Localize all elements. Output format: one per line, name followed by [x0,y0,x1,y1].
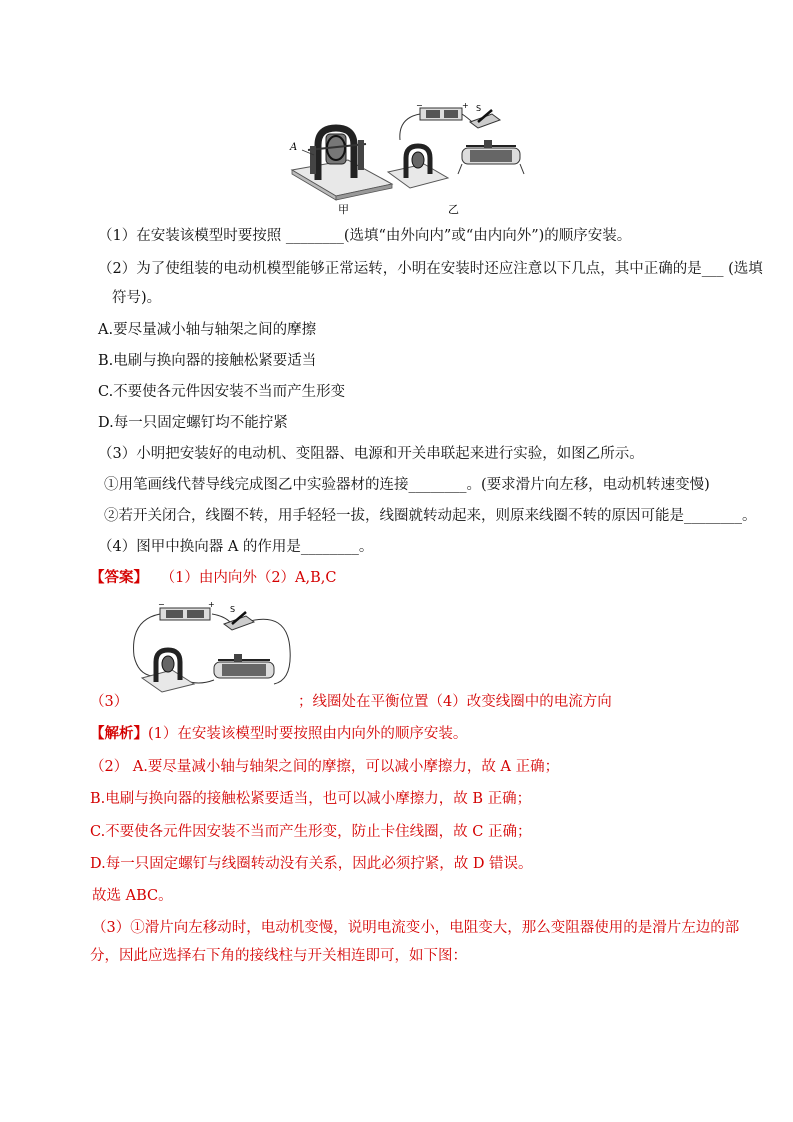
answer-line [90,568,337,588]
motor-model-jia [292,128,392,200]
analysis-tag: 【解析】 [90,725,148,742]
option-C: C.不要使各元件因安装不当而产生形变 [98,384,346,400]
analysis-line4: C.不要使各元件因安装不当而产生形变，防止卡住线圈，故 C 正确； [90,824,532,840]
answer-tag: 【答案】 [90,569,148,586]
circuit-yi [388,101,524,188]
question-3-1: ①用笔画线代替导线完成图乙中实验器材的连接________。(要求滑片向左移，电动机转速变慢) [104,477,710,493]
analysis-line2: （2） A.要尽量减小轴与轴架之间的摩擦，可以减小摩擦力，故 A 正确； [90,759,560,775]
analysis-line6: 故选 ABC。 [92,888,173,904]
analysis-line5: D.每一只固定螺钉与线圈转动没有关系，因此必须拧紧，故 D 错误。 [90,856,533,872]
label-jia: 甲 [338,203,349,216]
analysis-text-1: (1）在安装该模型时要按照由内向外的顺序安装。 [148,726,468,742]
option-B: B.电刷与换向器的接触松紧要适当 [98,353,317,369]
answer-part3-suffix: ；线圈处在平衡位置（4）改变线圈中的电流方向 [298,694,612,710]
analysis-line3: B.电刷与换向器的接触松紧要适当，也可以减小摩擦力，故 B 正确； [90,791,532,807]
analysis-line1 [90,724,467,744]
answer-label-S: S [230,605,236,614]
motor-circuit-figure [288,100,528,216]
analysis-line7: （3）①滑片向左移动时，电动机变慢，说明电流变小，电阻变大，那么变阻器使用的是滑片左边的部 [92,920,740,936]
answer-part3-prefix: （3） [90,694,129,710]
question-2-line1: （2）为了使组装的电动机模型能够正常运转，小明在安装时还应注意以下几点，其中正确的是___ (选填 [98,261,763,277]
option-A: A.要尽量减小轴与轴架之间的摩擦 [98,322,317,338]
question-2-line2: 符号)。 [112,290,162,306]
answer-circuit-figure [128,600,296,694]
label-S: S [476,104,482,113]
question-3-2: ②若开关闭合，线圈不转，用手轻轻一拔，线圈就转动起来，则原来线圈不转的原因可能是________。 [104,508,757,524]
question-1: （1）在安装该模型时要按照 ________(选填“由外向内”或“由内向外”)的顺序安装。 [98,228,632,244]
analysis-line8: 分，因此应选择右下角的接线柱与开关相连即可，如下图： [90,948,467,964]
answer-text: （1）由内向外（2）A,B,C [160,570,337,586]
label-yi: 乙 [448,203,459,216]
svg-text:−: − [158,600,165,609]
label-A: A [290,142,298,153]
option-D: D.每一只固定螺钉均不能拧紧 [98,415,288,431]
svg-text:+: + [208,600,215,609]
svg-text:−: − [416,101,423,110]
question-3: （3）小明把安装好的电动机、变阻器、电源和开关串联起来进行实验，如图乙所示。 [98,446,644,462]
question-4: （4）图甲中换向器 A 的作用是________。 [98,539,374,555]
svg-text:+: + [462,101,469,110]
